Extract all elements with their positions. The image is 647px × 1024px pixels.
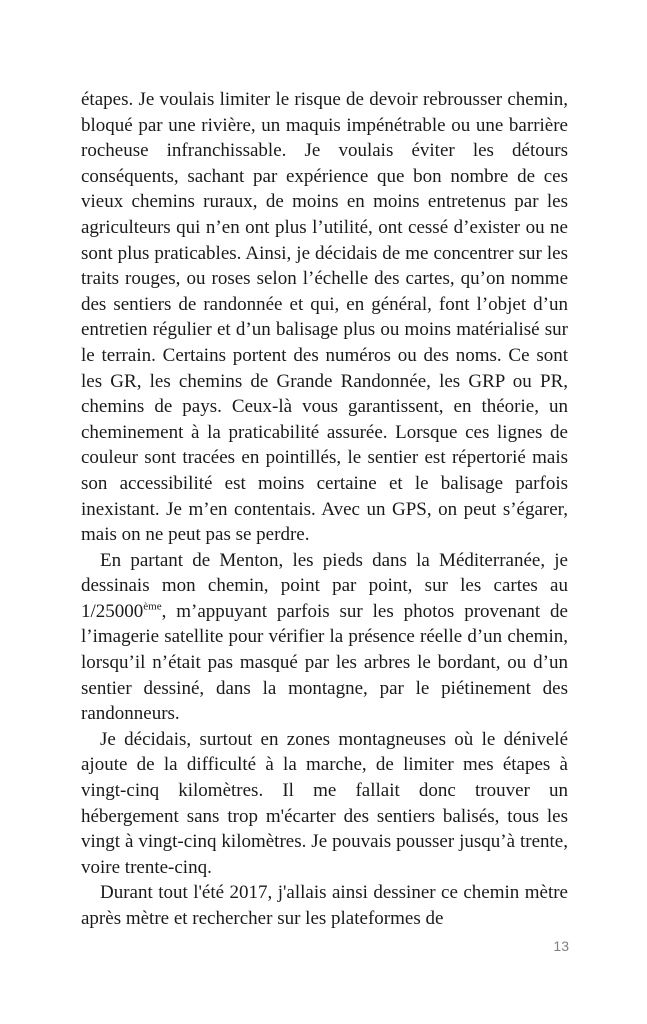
paragraph-4: Durant tout l'été 2017, j'allais ainsi dessiner ce chemin mètre après mètre et rechercher sur les plateformes de bbox=[81, 882, 568, 929]
ordinal-superscript: ème bbox=[143, 600, 162, 613]
paragraph-1: étapes. Je voulais limiter le risque de devoir rebrousser chemin, bloqué par une rivière, un maquis impénétrable ou une barrière rocheuse infranchissable. Je voulais éviter les détours conséquents, sachant par expérience que bon nombre de ces vieux chemins ruraux, de moins en moins entretenus par les agriculteurs qui n’en ont plus l’utilité, ont cessé d’exister ou ne sont plus praticables. Ainsi, je décidais de me concentrer sur les traits rouges, ou roses selon l’échelle des cartes, qu’on nomme des sentiers de randonnée et qui, en général, font l’objet d’un entretien régulier et d’un balisage plus ou moins matérialisé sur le terrain. Certains portent des numéros ou des noms. Ce sont les GR, les chemins de Grande Randonnée, les GRP ou PR, chemins de pays. Ceux-là vous garantissent, en théorie, un cheminement à la praticabilité assurée. Lorsque ces lignes de couleur sont tracées en pointillés, le sentier est répertorié mais son accessibilité est moins certaine et le balisage parfois inexistant. Je m’en contentais. Avec un GPS, on peut s’égarer, mais on ne peut pas se perdre. bbox=[81, 89, 568, 546]
paragraph-2 bbox=[81, 548, 568, 727]
paragraph-3: Je décidais, surtout en zones montagneuses où le dénivelé ajoute de la difficulté à la marche, de limiter mes étapes à vingt-cinq kilomètres. Il me fallait donc trouver un hébergement sans trop m'écarter des sentiers balisés, tous les vingt à vingt-cinq kilomètres. Je pouvais pousser jusqu’à trente, voire trente-cinq. bbox=[81, 728, 568, 878]
body-text bbox=[81, 87, 568, 932]
paragraph-2-start: En partant de Menton, les pieds dans la Méditerranée, je dessinais mon chemin, point par point, sur les cartes au 1/25000 bbox=[81, 549, 568, 622]
paragraph-2-end: , m’appuyant parfois sur les photos provenant de l’imagerie satellite pour vérifier la présence réelle d’un chemin, lorsqu’il n’était pas masqué par les arbres le bordant, ou d’un sentier dessiné, dans la montagne, par le piétinement des randonneurs. bbox=[81, 600, 568, 725]
page-number: 13 bbox=[553, 938, 569, 954]
